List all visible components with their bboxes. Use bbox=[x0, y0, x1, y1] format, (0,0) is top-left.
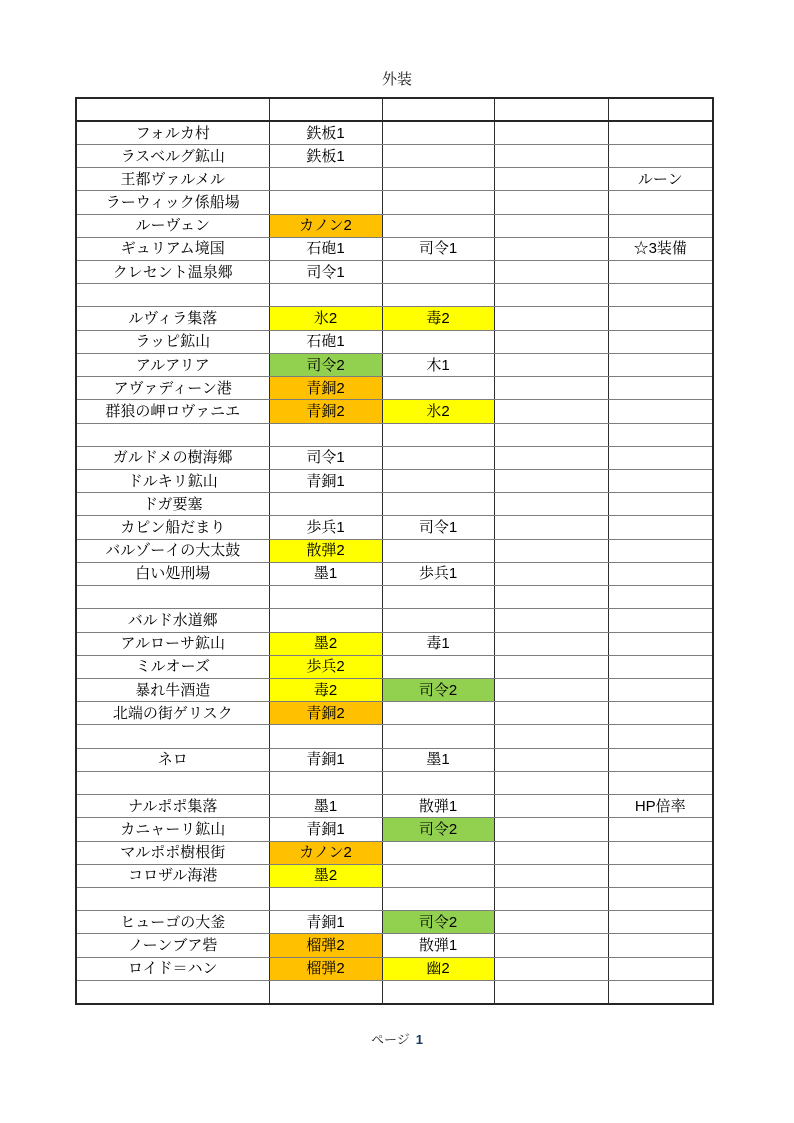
table-cell bbox=[76, 98, 269, 121]
table-row bbox=[76, 191, 713, 214]
table-row bbox=[76, 261, 713, 284]
table-row bbox=[76, 702, 713, 725]
table-cell: 北端の街ゲリスク bbox=[76, 702, 269, 725]
table-cell: カニャーリ鉱山 bbox=[76, 818, 269, 841]
table-cell bbox=[608, 121, 713, 144]
table-cell: 歩兵1 bbox=[382, 562, 494, 585]
table-cell bbox=[494, 539, 608, 562]
table-cell: 司令1 bbox=[382, 516, 494, 539]
table-cell bbox=[608, 353, 713, 376]
table-cell: 青銅1 bbox=[269, 818, 382, 841]
table-cell bbox=[494, 562, 608, 585]
table-cell bbox=[608, 493, 713, 516]
table-row bbox=[76, 748, 713, 771]
table-cell bbox=[494, 470, 608, 493]
table-cell-highlight-orange: 榴弾2 bbox=[269, 957, 382, 980]
table-cell bbox=[494, 980, 608, 1003]
table-cell bbox=[269, 586, 382, 609]
table-cell bbox=[382, 771, 494, 794]
table-cell bbox=[494, 934, 608, 957]
table-row bbox=[76, 632, 713, 655]
table-cell bbox=[76, 423, 269, 446]
table-cell bbox=[382, 493, 494, 516]
table-cell: ガルドメの樹海郷 bbox=[76, 446, 269, 469]
table-cell: ルーヴェン bbox=[76, 214, 269, 237]
table-cell bbox=[608, 957, 713, 980]
table-cell bbox=[382, 98, 494, 121]
table-cell bbox=[494, 516, 608, 539]
table-cell bbox=[382, 377, 494, 400]
table-cell bbox=[494, 795, 608, 818]
table-cell bbox=[494, 214, 608, 237]
table-cell bbox=[494, 191, 608, 214]
table-cell bbox=[494, 144, 608, 167]
table-row bbox=[76, 609, 713, 632]
table-cell bbox=[608, 470, 713, 493]
table-cell bbox=[382, 446, 494, 469]
table-cell-highlight-yellow: 散弾2 bbox=[269, 539, 382, 562]
page-title: 外装 bbox=[381, 71, 412, 88]
table-cell bbox=[494, 725, 608, 748]
table-cell bbox=[494, 446, 608, 469]
table-row bbox=[76, 725, 713, 748]
table-cell: 青銅1 bbox=[269, 911, 382, 934]
table-cell bbox=[382, 423, 494, 446]
table-cell bbox=[382, 887, 494, 910]
table-cell: ギュリアム境国 bbox=[76, 237, 269, 260]
table-cell bbox=[494, 887, 608, 910]
table-cell: HP倍率 bbox=[608, 795, 713, 818]
table-cell: 散弾1 bbox=[382, 795, 494, 818]
table-cell bbox=[608, 632, 713, 655]
table-row bbox=[76, 330, 713, 353]
table-cell bbox=[608, 725, 713, 748]
table-cell bbox=[269, 423, 382, 446]
table-cell: アルローサ鉱山 bbox=[76, 632, 269, 655]
table-cell bbox=[608, 818, 713, 841]
table-row bbox=[76, 121, 713, 144]
table-row bbox=[76, 864, 713, 887]
table-cell bbox=[494, 377, 608, 400]
table-row bbox=[76, 957, 713, 980]
table-cell bbox=[382, 725, 494, 748]
table-cell bbox=[382, 702, 494, 725]
table-cell: 司令1 bbox=[382, 237, 494, 260]
table-cell bbox=[494, 168, 608, 191]
table-cell: ミルオーズ bbox=[76, 655, 269, 678]
table-row bbox=[76, 516, 713, 539]
table-cell bbox=[382, 168, 494, 191]
table-cell bbox=[494, 678, 608, 701]
table-cell: ラスベルグ鉱山 bbox=[76, 144, 269, 167]
table-cell bbox=[608, 934, 713, 957]
table-cell bbox=[494, 586, 608, 609]
table-cell bbox=[382, 609, 494, 632]
table-cell bbox=[608, 841, 713, 864]
table-cell bbox=[494, 284, 608, 307]
table-cell-highlight-orange: 榴弾2 bbox=[269, 934, 382, 957]
table-cell bbox=[494, 237, 608, 260]
table-row bbox=[76, 214, 713, 237]
table-row bbox=[76, 887, 713, 910]
table-cell bbox=[608, 144, 713, 167]
table-cell bbox=[269, 980, 382, 1003]
table-cell bbox=[608, 98, 713, 121]
table-cell bbox=[494, 702, 608, 725]
table-cell bbox=[269, 609, 382, 632]
table-cell: ドルキリ鉱山 bbox=[76, 470, 269, 493]
table-cell: ドガ要塞 bbox=[76, 493, 269, 516]
table-cell bbox=[494, 330, 608, 353]
table-row bbox=[76, 377, 713, 400]
table-cell: マルポポ樹根街 bbox=[76, 841, 269, 864]
table-cell bbox=[494, 307, 608, 330]
table-cell bbox=[608, 377, 713, 400]
table-cell bbox=[608, 609, 713, 632]
table-row bbox=[76, 678, 713, 701]
table-cell-highlight-yellow: 毒2 bbox=[382, 307, 494, 330]
table-row bbox=[76, 470, 713, 493]
table-cell: ルーン bbox=[608, 168, 713, 191]
table-cell-highlight-yellow: 歩兵2 bbox=[269, 655, 382, 678]
table-cell: ルヴィラ集落 bbox=[76, 307, 269, 330]
table-cell bbox=[608, 261, 713, 284]
table-row bbox=[76, 980, 713, 1003]
table-cell bbox=[608, 887, 713, 910]
table-cell bbox=[382, 539, 494, 562]
table-cell bbox=[76, 887, 269, 910]
table-row bbox=[76, 144, 713, 167]
table-cell-highlight-green: 司令2 bbox=[269, 353, 382, 376]
table-cell: 司令1 bbox=[269, 446, 382, 469]
table-row bbox=[76, 353, 713, 376]
table-cell: ノーンブア砦 bbox=[76, 934, 269, 957]
table-cell: 毒1 bbox=[382, 632, 494, 655]
table-cell: 墨1 bbox=[269, 795, 382, 818]
table-cell bbox=[382, 144, 494, 167]
table-cell bbox=[269, 98, 382, 121]
table-cell: ヒューゴの大釜 bbox=[76, 911, 269, 934]
table-cell bbox=[608, 400, 713, 423]
table-row bbox=[76, 841, 713, 864]
table-row bbox=[76, 771, 713, 794]
table-row bbox=[76, 539, 713, 562]
table-cell bbox=[494, 493, 608, 516]
sheet-table bbox=[75, 97, 714, 1005]
table-cell bbox=[608, 655, 713, 678]
table-cell-highlight-yellow: 墨2 bbox=[269, 632, 382, 655]
table-cell bbox=[382, 191, 494, 214]
table-cell-highlight-green: 司令2 bbox=[382, 678, 494, 701]
table-cell: バルド水道郷 bbox=[76, 609, 269, 632]
table-cell: フォルカ村 bbox=[76, 121, 269, 144]
table-cell: 司令1 bbox=[269, 261, 382, 284]
table-cell bbox=[494, 911, 608, 934]
page-footer-label: ページ bbox=[371, 1032, 410, 1047]
table-cell bbox=[494, 771, 608, 794]
table-cell bbox=[269, 493, 382, 516]
table-cell: 鉄板1 bbox=[269, 121, 382, 144]
table-cell bbox=[608, 191, 713, 214]
table-cell: 王都ヴァルメル bbox=[76, 168, 269, 191]
table-cell bbox=[382, 121, 494, 144]
table-cell: 石砲1 bbox=[269, 330, 382, 353]
table-cell bbox=[608, 911, 713, 934]
table-cell bbox=[382, 470, 494, 493]
table-cell: 群狼の岬ロヴァニエ bbox=[76, 400, 269, 423]
table-cell bbox=[608, 516, 713, 539]
table-cell: バルゾーイの大太鼓 bbox=[76, 539, 269, 562]
table-cell bbox=[382, 330, 494, 353]
table-cell-highlight-orange: 青銅2 bbox=[269, 400, 382, 423]
table-cell: ナルポポ集落 bbox=[76, 795, 269, 818]
table-row bbox=[76, 493, 713, 516]
table-cell bbox=[608, 307, 713, 330]
table-cell bbox=[76, 725, 269, 748]
table-cell bbox=[608, 284, 713, 307]
table-cell: 墨1 bbox=[269, 562, 382, 585]
table-cell bbox=[382, 655, 494, 678]
table-row bbox=[76, 400, 713, 423]
table-cell: ラーウィック係船場 bbox=[76, 191, 269, 214]
table-row bbox=[76, 98, 713, 121]
table-cell-highlight-yellow: 幽2 bbox=[382, 957, 494, 980]
table-cell-highlight-orange: 青銅2 bbox=[269, 702, 382, 725]
table-row bbox=[76, 446, 713, 469]
table-row bbox=[76, 911, 713, 934]
table-cell bbox=[494, 609, 608, 632]
table-row bbox=[76, 586, 713, 609]
table-cell: 墨1 bbox=[382, 748, 494, 771]
sheet-table-body bbox=[76, 98, 713, 1004]
table-row bbox=[76, 423, 713, 446]
table-cell bbox=[608, 586, 713, 609]
table-cell bbox=[608, 864, 713, 887]
table-cell bbox=[269, 771, 382, 794]
table-cell bbox=[494, 353, 608, 376]
table-cell: 歩兵1 bbox=[269, 516, 382, 539]
table-cell-highlight-green: 司令2 bbox=[382, 911, 494, 934]
table-cell: クレセント温泉郷 bbox=[76, 261, 269, 284]
table-cell bbox=[494, 400, 608, 423]
table-cell: ネロ bbox=[76, 748, 269, 771]
table-cell bbox=[269, 887, 382, 910]
table-row bbox=[76, 655, 713, 678]
table-cell-highlight-orange: カノン2 bbox=[269, 841, 382, 864]
table-cell-highlight-yellow: 墨2 bbox=[269, 864, 382, 887]
table-cell bbox=[494, 818, 608, 841]
table-cell bbox=[608, 562, 713, 585]
table-cell: 鉄板1 bbox=[269, 144, 382, 167]
table-cell bbox=[269, 168, 382, 191]
table-cell-highlight-orange: 青銅2 bbox=[269, 377, 382, 400]
table-cell bbox=[382, 864, 494, 887]
table-cell: アヴァディーン港 bbox=[76, 377, 269, 400]
table-cell bbox=[382, 284, 494, 307]
table-cell-highlight-yellow: 氷2 bbox=[269, 307, 382, 330]
table-cell bbox=[494, 748, 608, 771]
table-cell bbox=[382, 841, 494, 864]
table-cell bbox=[494, 98, 608, 121]
table-cell bbox=[494, 655, 608, 678]
table-row bbox=[76, 934, 713, 957]
table-cell bbox=[608, 446, 713, 469]
table-cell: 石砲1 bbox=[269, 237, 382, 260]
table-cell bbox=[269, 191, 382, 214]
table-cell bbox=[494, 841, 608, 864]
table-row bbox=[76, 237, 713, 260]
table-cell: 散弾1 bbox=[382, 934, 494, 957]
table-cell bbox=[494, 261, 608, 284]
table-cell bbox=[76, 586, 269, 609]
table-cell bbox=[608, 980, 713, 1003]
table-cell bbox=[76, 980, 269, 1003]
table-cell bbox=[608, 539, 713, 562]
table-cell: 青銅1 bbox=[269, 470, 382, 493]
table-row bbox=[76, 795, 713, 818]
table-cell bbox=[608, 748, 713, 771]
table-cell bbox=[76, 284, 269, 307]
table-cell: ラッピ鉱山 bbox=[76, 330, 269, 353]
table-cell: 白い処刑場 bbox=[76, 562, 269, 585]
table-cell bbox=[608, 214, 713, 237]
table-cell bbox=[494, 864, 608, 887]
table-cell bbox=[269, 284, 382, 307]
table-cell-highlight-yellow: 毒2 bbox=[269, 678, 382, 701]
table-row bbox=[76, 562, 713, 585]
table-cell: カピン船だまり bbox=[76, 516, 269, 539]
table-row bbox=[76, 307, 713, 330]
table-cell: 青銅1 bbox=[269, 748, 382, 771]
table-row bbox=[76, 168, 713, 191]
page-number: 1 bbox=[415, 1032, 423, 1047]
table-cell: 木1 bbox=[382, 353, 494, 376]
table-cell-highlight-orange: カノン2 bbox=[269, 214, 382, 237]
table-cell bbox=[608, 678, 713, 701]
table-cell bbox=[382, 261, 494, 284]
table-cell: コロザル海港 bbox=[76, 864, 269, 887]
table-row bbox=[76, 818, 713, 841]
table-cell bbox=[494, 423, 608, 446]
table-cell bbox=[76, 771, 269, 794]
table-cell bbox=[608, 702, 713, 725]
table-cell bbox=[494, 121, 608, 144]
table-cell bbox=[608, 423, 713, 446]
table-cell-highlight-yellow: 氷2 bbox=[382, 400, 494, 423]
table-cell: ☆3装備 bbox=[608, 237, 713, 260]
table-row bbox=[76, 284, 713, 307]
table-cell bbox=[382, 214, 494, 237]
table-cell bbox=[608, 330, 713, 353]
table-cell bbox=[269, 725, 382, 748]
table-cell: 暴れ牛酒造 bbox=[76, 678, 269, 701]
table-cell bbox=[494, 632, 608, 655]
page-footer bbox=[0, 1029, 794, 1048]
table-cell bbox=[382, 980, 494, 1003]
table-cell bbox=[494, 957, 608, 980]
table-cell bbox=[608, 771, 713, 794]
table-cell: アルアリア bbox=[76, 353, 269, 376]
table-cell: ロイド＝ハン bbox=[76, 957, 269, 980]
table-cell-highlight-green: 司令2 bbox=[382, 818, 494, 841]
table-cell bbox=[382, 586, 494, 609]
